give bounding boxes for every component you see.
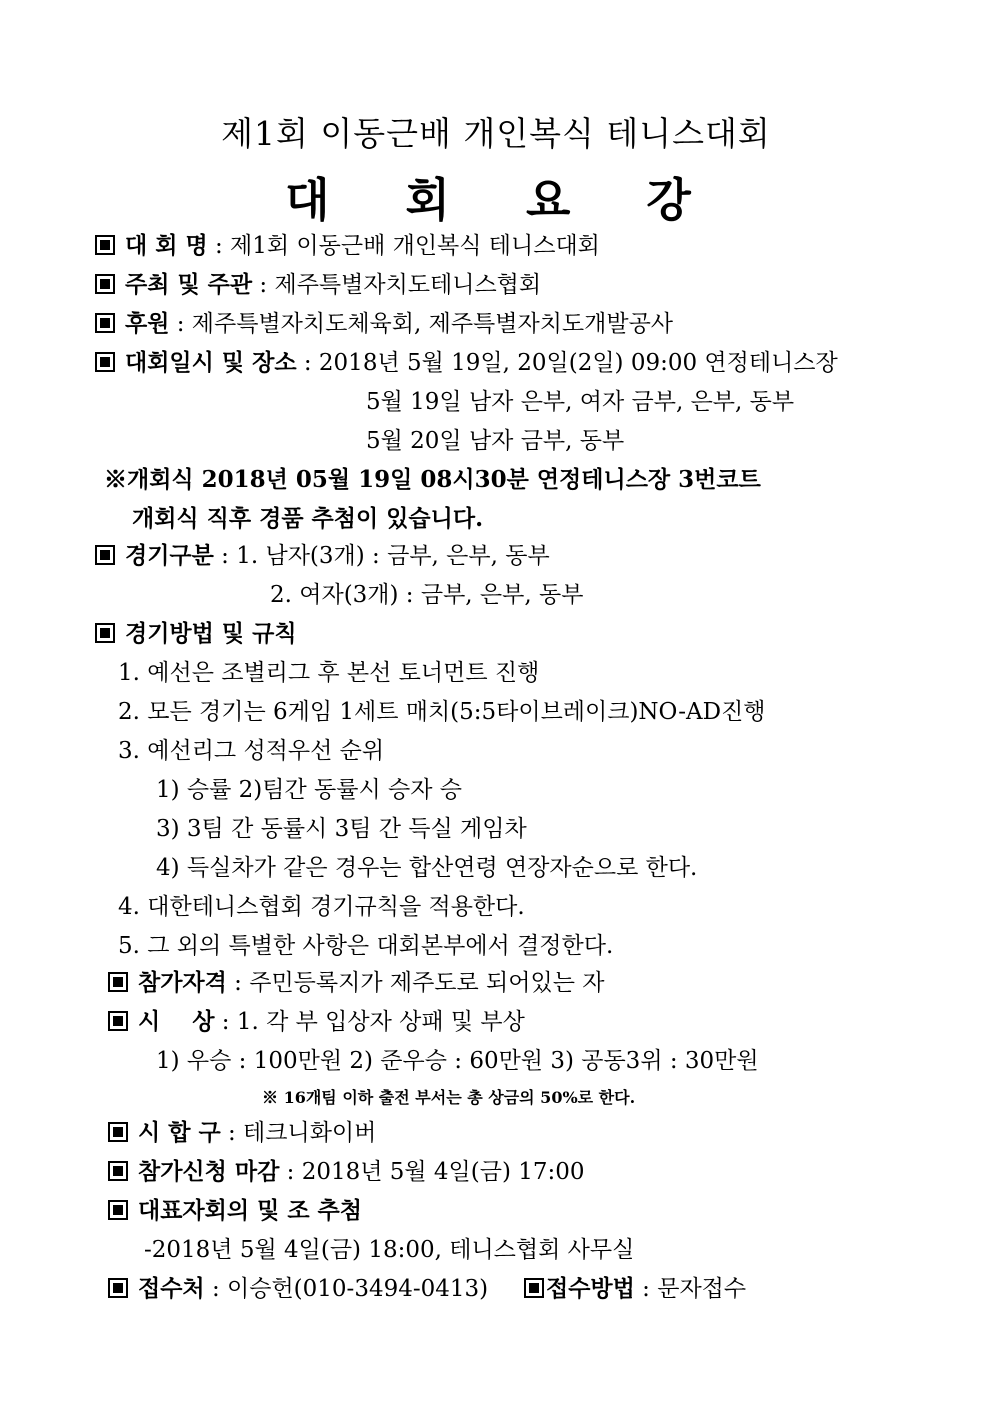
section-deadline-value: : 2018년 5월 4일(금) 17:00	[279, 1159, 585, 1185]
section-contact-label: 접수처	[138, 1275, 205, 1302]
awards-prizes: 1) 우승 : 100만원 2) 준우승 : 60만원 3) 공동3위 : 30만원	[156, 1048, 759, 1074]
section-method	[524, 1274, 746, 1304]
section-contact-value: : 이승헌(010-3494-0413)	[204, 1276, 489, 1302]
square-bullet-icon	[95, 352, 115, 372]
rule-subitem: 4) 득실차가 같은 경우는 합산연령 연장자순으로 한다.	[156, 855, 698, 881]
rule-subitem: 1) 승률 2)팀간 동률시 승자 승	[156, 777, 462, 803]
section-ball	[108, 1118, 376, 1148]
division-item2: 2. 여자(3개) : 금부, 은부, 동부	[270, 582, 584, 608]
awards-note: ※ 16개팀 이하 출전 부서는 총 상금의 50%로 한다.	[262, 1088, 636, 1107]
section-rules	[95, 619, 297, 649]
square-bullet-icon	[95, 623, 115, 643]
meeting-value: -2018년 5월 4일(금) 18:00, 테니스협회 사무실	[144, 1237, 635, 1263]
section-eligibility-value: : 주민등록지가 제주도로 되어있는 자	[226, 970, 605, 996]
opening-line2: 개회식 직후 경품 추첨이 있습니다.	[132, 505, 484, 532]
section-schedule-value: : 2018년 5월 19일, 20일(2일) 09:00 연정테니스장	[296, 350, 838, 376]
section-contact	[108, 1274, 488, 1304]
square-bullet-icon	[108, 972, 128, 992]
section-method-label: 접수방법	[546, 1275, 635, 1302]
section-division	[95, 541, 550, 571]
section-sponsor	[95, 309, 673, 339]
square-bullet-icon	[95, 274, 115, 294]
rule-item: 3. 예선리그 성적우선 순위	[118, 738, 385, 764]
section-method-value: : 문자접수	[634, 1276, 747, 1302]
section-eligibility	[108, 968, 604, 998]
section-awards	[108, 1007, 525, 1037]
square-bullet-icon	[108, 1161, 128, 1181]
section-host	[95, 270, 541, 300]
schedule-day1: 5월 19일 남자 은부, 여자 금부, 은부, 동부	[366, 389, 795, 415]
rule-item: 4. 대한테니스협회 경기규칙을 적용한다.	[118, 894, 525, 920]
section-host-value: : 제주특별자치도테니스협회	[252, 272, 542, 298]
section-division-label: 경기구분	[125, 542, 214, 569]
section-deadline	[108, 1157, 585, 1187]
rule-item: 1. 예선은 조별리그 후 본선 토너먼트 진행	[118, 660, 540, 686]
section-ball-label: 시 합 구	[138, 1119, 221, 1146]
document-title: 제1회 이동근배 개인복식 테니스대회	[221, 114, 771, 153]
square-bullet-icon	[95, 235, 115, 255]
section-schedule-label: 대회일시 및 장소	[125, 349, 297, 376]
rule-item: 5. 그 외의 특별한 사항은 대회본부에서 결정한다.	[118, 933, 614, 959]
square-bullet-icon	[95, 545, 115, 565]
section-sponsor-value: : 제주특별자치도체육회, 제주특별자치도개발공사	[169, 311, 674, 337]
section-eligibility-label: 참가자격	[138, 969, 227, 996]
section-awards-label: 시 상	[138, 1008, 215, 1035]
section-name	[95, 231, 600, 261]
square-bullet-icon	[108, 1278, 128, 1298]
rule-subitem: 3) 3팀 간 동률시 3팀 간 득실 게임차	[156, 816, 527, 842]
document-subtitle: 대회요강	[285, 173, 767, 227]
division-item1: : 1. 남자(3개) : 금부, 은부, 동부	[213, 543, 550, 569]
square-bullet-icon	[108, 1122, 128, 1142]
opening-line1: ※개회식 2018년 05월 19일 08시30분 연정테니스장 3번코트	[104, 466, 761, 493]
section-schedule	[95, 348, 838, 378]
square-bullet-icon	[524, 1278, 544, 1298]
section-rules-label: 경기방법 및 규칙	[125, 620, 297, 647]
section-meeting	[108, 1196, 362, 1226]
section-awards-value: : 1. 각 부 입상자 상패 및 부상	[214, 1009, 525, 1035]
schedule-day2: 5월 20일 남자 금부, 동부	[366, 428, 625, 454]
square-bullet-icon	[108, 1200, 128, 1220]
section-name-value: : 제1회 이동근배 개인복식 테니스대회	[207, 233, 600, 259]
section-ball-value: : 테크니화이버	[220, 1120, 377, 1146]
section-sponsor-label: 후원	[125, 310, 170, 337]
section-meeting-label: 대표자회의 및 조 추첨	[138, 1197, 362, 1224]
section-deadline-label: 참가신청 마감	[138, 1158, 280, 1185]
square-bullet-icon	[108, 1011, 128, 1031]
section-name-label: 대 회 명	[125, 232, 208, 259]
square-bullet-icon	[95, 313, 115, 333]
rule-item: 2. 모든 경기는 6게임 1세트 매치(5:5타이브레이크)NO-AD진행	[118, 699, 766, 725]
section-host-label: 주최 및 주관	[125, 271, 253, 298]
